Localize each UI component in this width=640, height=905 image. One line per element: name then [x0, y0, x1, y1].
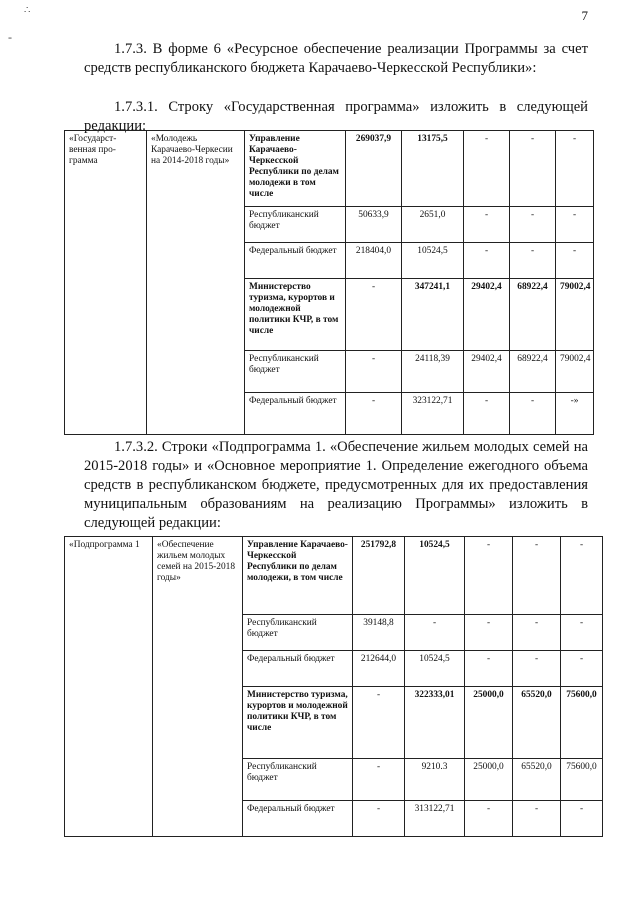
executor-cell: Федеральный бюджет	[245, 243, 346, 279]
amount-cell: 68922,4	[510, 279, 556, 351]
amount-cell: -	[346, 393, 402, 435]
amount-cell: 13175,5	[402, 131, 464, 207]
amount-cell: -	[556, 131, 594, 207]
subprogram-table	[64, 536, 603, 837]
amount-cell: 2651,0	[402, 207, 464, 243]
executor-cell: Управление Карачаево-Черкесской Республики по делам молодежи в том числе	[245, 131, 346, 207]
amount-cell: -	[465, 537, 513, 615]
amount-cell: -	[510, 207, 556, 243]
table-row	[65, 131, 594, 207]
amount-cell: 75600,0	[561, 687, 603, 759]
amount-cell: 10524,5	[402, 243, 464, 279]
amount-cell: 10524,5	[405, 651, 465, 687]
amount-cell: 251792,8	[353, 537, 405, 615]
amount-cell: -	[556, 207, 594, 243]
amount-cell: 212644,0	[353, 651, 405, 687]
amount-cell: 218404,0	[346, 243, 402, 279]
amount-cell: 79002,4	[556, 351, 594, 393]
amount-cell: 50633,9	[346, 207, 402, 243]
amount-cell: 68922,4	[510, 351, 556, 393]
amount-cell: 65520,0	[513, 687, 561, 759]
side-mark: -	[8, 30, 12, 44]
program-title-cell: «Молодежь Карачаево-Черкесии на 2014-2018 годы»	[147, 131, 245, 435]
amount-cell: -	[464, 207, 510, 243]
amount-cell: 10524,5	[405, 537, 465, 615]
amount-cell: 24118,39	[402, 351, 464, 393]
amount-cell: -	[513, 801, 561, 837]
executor-cell: Министерство туризма, курортов и молодежной политики КЧР, в том числе	[243, 687, 353, 759]
amount-cell: -	[465, 801, 513, 837]
amount-cell: -	[464, 131, 510, 207]
amount-cell: 25000,0	[465, 687, 513, 759]
amount-cell: -	[561, 537, 603, 615]
amount-cell: -	[510, 393, 556, 435]
amount-cell: 29402,4	[464, 279, 510, 351]
executor-cell: Федеральный бюджет	[245, 393, 346, 435]
amount-cell: -	[513, 615, 561, 651]
amount-cell: -	[353, 759, 405, 801]
amount-cell: -	[465, 651, 513, 687]
executor-cell: Федеральный бюджет	[243, 651, 353, 687]
corner-mark: ∴	[24, 5, 31, 16]
amount-cell: -	[405, 615, 465, 651]
executor-cell: Республиканский бюджет	[243, 759, 353, 801]
amount-cell: -	[556, 243, 594, 279]
amount-cell: 323122,71	[402, 393, 464, 435]
executor-cell: Федеральный бюджет	[243, 801, 353, 837]
program-name-cell: «Государст-венная про-грамма	[65, 131, 147, 435]
executor-cell: Министерство туризма, курортов и молодежной политики КЧР, в том числе	[245, 279, 346, 351]
paragraph-1-7-3-2: 1.7.3.2. Строки «Подпрограмма 1. «Обеспечение жильем молодых семей на 2015-2018 годы» и «Основное мероприятие 1. Определение ежегодного объема средств в республиканском бюджете, предусмотренных для их предоставления муниципальным образованиям на реализацию Программы» изложить в следующей редакции:	[84, 439, 588, 531]
amount-cell: 39148,8	[353, 615, 405, 651]
amount-cell: -	[346, 351, 402, 393]
amount-cell: -	[561, 651, 603, 687]
program-name-cell: «Подпрограмма 1	[65, 537, 153, 837]
amount-cell: -	[561, 801, 603, 837]
amount-cell: -	[353, 687, 405, 759]
amount-cell: 75600,0	[561, 759, 603, 801]
program-title-cell: «Обеспечение жильем молодых семей на 2015-2018 годы»	[153, 537, 243, 837]
executor-cell: Управление Карачаево-Черкесской Республики по делам молодежи, в том числе	[243, 537, 353, 615]
state-program-table	[64, 130, 594, 435]
amount-cell: -	[464, 393, 510, 435]
amount-cell: -	[464, 243, 510, 279]
amount-cell: -	[561, 615, 603, 651]
amount-cell: -»	[556, 393, 594, 435]
amount-cell: -	[465, 615, 513, 651]
table-row	[65, 537, 603, 615]
amount-cell: 29402,4	[464, 351, 510, 393]
amount-cell: 269037,9	[346, 131, 402, 207]
paragraph-1-7-3: 1.7.3. В форме 6 «Ресурсное обеспечение реализации Программы за счет средств республиканского бюджета Карачаево-Черкесской Республики»:	[84, 41, 588, 76]
amount-cell: -	[513, 651, 561, 687]
executor-cell: Республиканский бюджет	[245, 207, 346, 243]
amount-cell: 313122,71	[405, 801, 465, 837]
executor-cell: Республиканский бюджет	[245, 351, 346, 393]
amount-cell: -	[353, 801, 405, 837]
amount-cell: -	[510, 131, 556, 207]
amount-cell: 9210.3	[405, 759, 465, 801]
amount-cell: -	[510, 243, 556, 279]
paragraph-1-7-3-1: 1.7.3.1. Строку «Государственная программа» изложить в следующей редакции:	[84, 99, 588, 134]
amount-cell: 65520,0	[513, 759, 561, 801]
amount-cell: -	[346, 279, 402, 351]
amount-cell: 79002,4	[556, 279, 594, 351]
amount-cell: 25000,0	[465, 759, 513, 801]
amount-cell: -	[513, 537, 561, 615]
page-number: 7	[581, 8, 588, 23]
amount-cell: 347241,1	[402, 279, 464, 351]
executor-cell: Республиканский бюджет	[243, 615, 353, 651]
amount-cell: 322333,01	[405, 687, 465, 759]
